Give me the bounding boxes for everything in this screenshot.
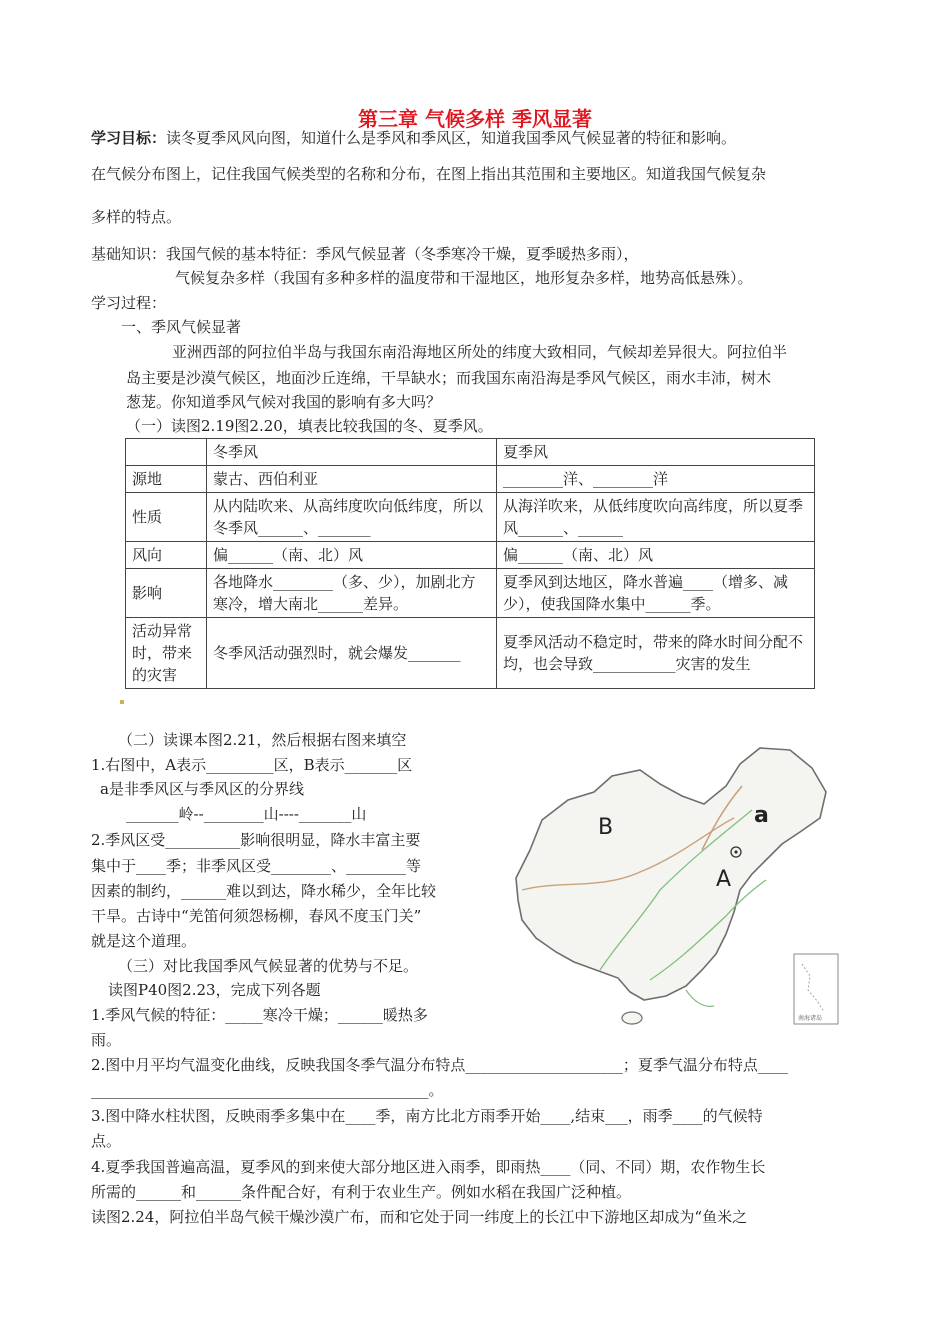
paragraph1-line-1: 亚洲西部的阿拉伯半岛与我国东南沿海地区所处的纬度大致相同，气候却差异很大。阿拉伯半 bbox=[172, 343, 788, 361]
part2-q2-line-4: 干旱。古诗中“羌笛何须怨杨柳，春风不度玉门关” bbox=[91, 907, 422, 925]
page-title: 第三章 气候多样 季风显著 bbox=[358, 107, 592, 131]
objective-line-1 bbox=[91, 128, 736, 148]
row-label: 影响 bbox=[126, 569, 207, 618]
summer-cell: 从海洋吹来，从低纬度吹向高纬度，所以夏季风______、______ bbox=[497, 493, 815, 542]
table-header-empty bbox=[126, 439, 207, 466]
paragraph1-line-2: 岛主要是沙漠气候区，地面沙丘连绵，干旱缺水；而我国东南沿海是季风气候区，雨水丰沛，树木 bbox=[126, 369, 772, 387]
inset-caption: 南海诸岛 bbox=[798, 1015, 823, 1022]
table-header-winter: 冬季风 bbox=[207, 439, 497, 466]
objective-line-2: 在气候分布图上，记住我国气候类型的名称和分布，在图上指出其范围和主要地区。知道我国气候复杂 bbox=[91, 165, 767, 183]
basic-knowledge-line-1: 基础知识：我国气候的基本特征：季风气候显著（冬季寒冷干燥，夏季暖热多雨）， bbox=[91, 245, 639, 263]
winter-cell: 各地降水________（多、少），加剧北方寒冷，增大南北______差异。 bbox=[207, 569, 497, 618]
summer-cell: 夏季风活动不稳定时，带来的降水时间分配不均，也会导致___________灾害的发生 bbox=[497, 618, 815, 689]
table-row bbox=[126, 466, 815, 493]
summer-cell: ________洋、________洋 bbox=[497, 466, 815, 493]
table-row bbox=[126, 618, 815, 689]
part2-q2-line-5: 就是这个道理。 bbox=[91, 932, 197, 950]
winter-cell: 偏______（南、北）风 bbox=[207, 542, 497, 569]
part3-title: （三）对比我国季风气候显著的优势与不足。 bbox=[118, 957, 419, 975]
objective-line-3: 多样的特点。 bbox=[91, 208, 182, 226]
monsoon-comparison-table bbox=[125, 438, 815, 689]
row-label: 活动异常时，带来的灾害 bbox=[126, 618, 207, 689]
part2-q2-line-2: 集中于____季；非季风区受________、________等 bbox=[91, 857, 422, 875]
part2-q1-line-3: _______岭--________山----_______山 bbox=[126, 805, 367, 823]
capital-marker-dot bbox=[734, 850, 737, 853]
basic-knowledge-line-2: 气候复杂多样（我国有多种多样的温度带和干湿地区，地形复杂多样，地势高低悬殊）。 bbox=[175, 269, 753, 287]
row-label: 源地 bbox=[126, 466, 207, 493]
hainan-island bbox=[622, 1012, 642, 1024]
south-sea-inset bbox=[794, 954, 838, 1024]
part3-q1-line-1: 1.季风气候的特征：_____寒冷干燥；______暖热多 bbox=[91, 1006, 428, 1024]
table-row bbox=[126, 493, 815, 542]
part3-q3-line-2: 点。 bbox=[91, 1132, 122, 1150]
map-label-B: B bbox=[598, 815, 614, 840]
section1-title: 一、季风气候显著 bbox=[121, 318, 242, 336]
china-monsoon-map bbox=[490, 740, 845, 1032]
part3-q3-line-1: 3.图中降水柱状图，反映雨季多集中在____季，南方比北方雨季开始____,结束___，雨季____的气候特 bbox=[91, 1107, 763, 1125]
part3-intro: 读图P40图2.23，完成下列各题 bbox=[108, 981, 321, 999]
process-label: 学习过程： bbox=[91, 294, 167, 312]
objective-label: 学习目标： bbox=[91, 129, 167, 147]
part2-q2-line-3: 因素的制约，______难以到达，降水稀少，全年比较 bbox=[91, 882, 437, 900]
part3-q4-line-1: 4.夏季我国普遍高温，夏季风的到来使大部分地区进入雨季，即雨热____（同、不同）期，农作物生长 bbox=[91, 1158, 766, 1176]
part3-q2-line-2: _____________________________________________。 bbox=[91, 1081, 444, 1099]
part2-q1-line-2: a是非季风区与季风区的分界线 bbox=[100, 780, 304, 798]
part2-title: （二）读课本图2.21，然后根据右图来填空 bbox=[118, 731, 407, 749]
part3-q1-line-2: 雨。 bbox=[91, 1031, 122, 1049]
winter-cell: 从内陆吹来、从高纬度吹向低纬度，所以冬季风______、_______ bbox=[207, 493, 497, 542]
stray-dot bbox=[120, 700, 124, 704]
part3-q2-line-1: 2.图中月平均气温变化曲线，反映我国冬季气温分布特点_____________________；夏季气温分布特点____ bbox=[91, 1056, 788, 1074]
row-label: 风向 bbox=[126, 542, 207, 569]
winter-cell: 蒙古、西伯利亚 bbox=[207, 466, 497, 493]
table-row bbox=[126, 542, 815, 569]
summer-cell: 偏______（南、北）风 bbox=[497, 542, 815, 569]
paragraph1-line-3: 葱茏。你知道季风气候对我国的影响有多大吗？ bbox=[126, 393, 442, 411]
map-label-a: a bbox=[754, 803, 769, 828]
map-label-A: A bbox=[716, 867, 732, 892]
part1-title: （一）读图2.19图2.20，填表比较我国的冬、夏季风。 bbox=[126, 417, 493, 435]
row-label: 性质 bbox=[126, 493, 207, 542]
summer-cell: 夏季风到达地区，降水普遍____（增多、减少），使我国降水集中______季。 bbox=[497, 569, 815, 618]
part3-q4-line-2: 所需的______和______条件配合好，有利于农业生产。例如水稻在我国广泛种植。 bbox=[91, 1183, 632, 1201]
winter-cell: 冬季风活动强烈时，就会爆发_______ bbox=[207, 618, 497, 689]
part3-q5: 读图2.24，阿拉伯半岛气候干燥沙漠广布，而和它处于同一纬度上的长江中下游地区却成为“鱼米之 bbox=[91, 1208, 748, 1226]
table-header-summer: 夏季风 bbox=[497, 439, 815, 466]
table-header-row bbox=[126, 439, 815, 466]
part2-q2-line-1: 2.季风区受__________影响很明显，降水丰富主要 bbox=[91, 831, 421, 849]
objective-text-1: 读冬夏季风风向图，知道什么是季风和季风区，知道我国季风气候显著的特征和影响。 bbox=[166, 129, 737, 147]
table-row bbox=[126, 569, 815, 618]
part2-q1-line-1: 1.右图中，A表示_________区，B表示_______区 bbox=[91, 756, 413, 774]
